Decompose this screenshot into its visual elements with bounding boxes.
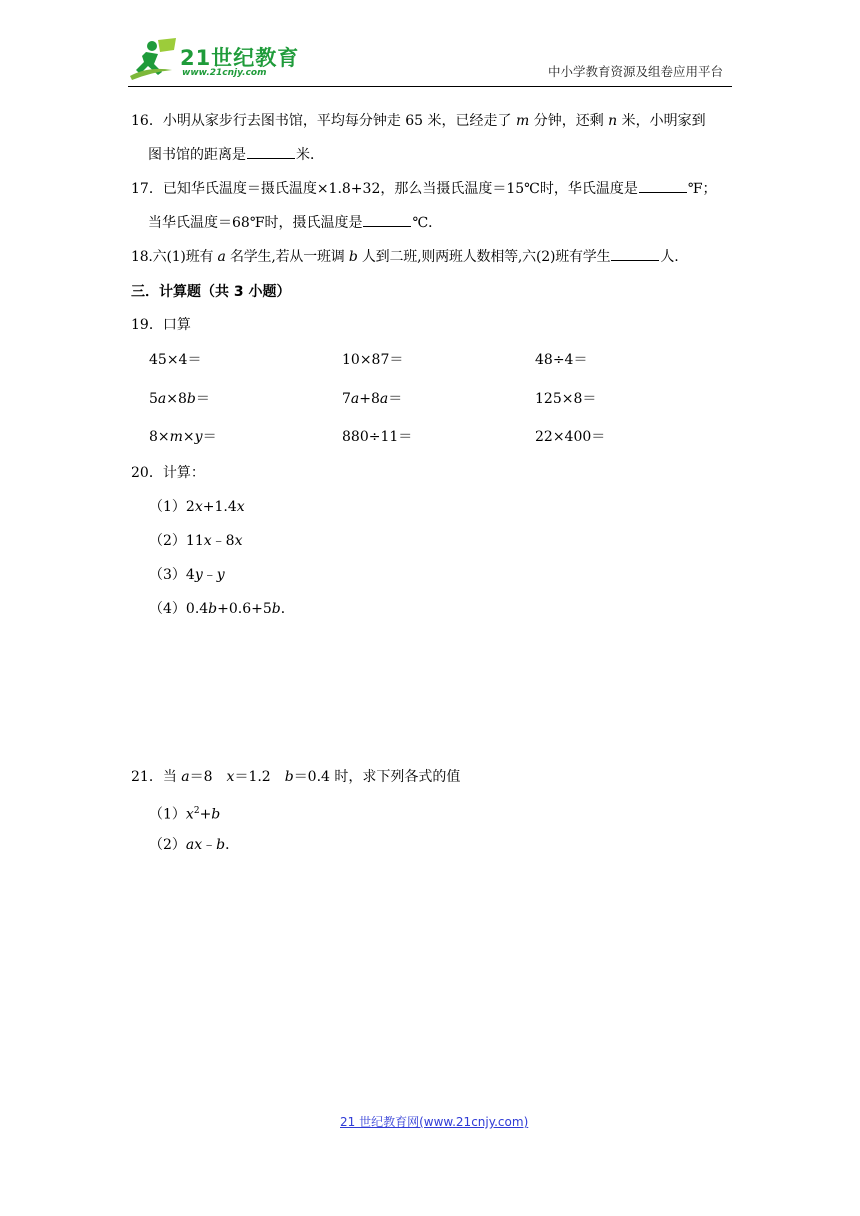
oral-calc-item: 5a×8b＝ <box>149 391 210 407</box>
calc-item: （3）4y﹣y <box>149 567 225 583</box>
oral-calc-item: 48÷4＝ <box>535 352 588 368</box>
answer-blank[interactable] <box>247 144 295 159</box>
question-16-line-2: 图书馆的距离是 米． <box>148 144 324 165</box>
calc-item: （1）2x+1.4x <box>149 499 245 515</box>
logo <box>128 36 298 82</box>
question-18: 18.六(1)班有 a 名学生,若从一班调 b 人到二班,则两班人数相等,六(2)班有学生 人. <box>131 246 678 267</box>
evaluate-item: （2）ax﹣b． <box>149 837 240 853</box>
platform-name: 中小学教育资源及组卷应用平台 <box>548 64 724 79</box>
oral-calc-item: 880÷11＝ <box>342 429 413 445</box>
evaluate-item: $(1)x^2+b$ <box>149 806 221 823</box>
question-21-title: 21．当 a＝8 x＝1.2 b＝0.4 时，求下列各式的值 <box>131 769 461 785</box>
question-17-line-1: 17．已知华氏温度＝摄氏温度×1.8+32，那么当摄氏温度＝15℃时，华氏温度是 ℉； <box>131 178 717 199</box>
answer-blank[interactable] <box>611 246 659 261</box>
oral-calc-item: 125×8＝ <box>535 391 597 407</box>
oral-calc-item: 22×400＝ <box>535 429 606 445</box>
question-16-line-1: 16．小明从家步行去图书馆，平均每分钟走 65 米，已经走了 m 分钟，还剩 n 米，小明家到 <box>131 113 706 129</box>
question-17-line-2: 当华氏温度＝68℉时，摄氏温度是 ℃． <box>148 212 442 233</box>
logo-url: www.21cnjy.com <box>182 68 267 78</box>
calc-item: （4）0.4b+0.6+5b． <box>149 601 295 617</box>
answer-blank[interactable] <box>363 212 411 227</box>
oral-calc-item: 8×m×y＝ <box>149 429 217 445</box>
oral-calc-item: 7a+8a＝ <box>342 391 403 407</box>
oral-calc-item: 45×4＝ <box>149 352 202 368</box>
question-20-title: 20．计算： <box>131 465 205 481</box>
logo-wordmark: 21世纪教育 <box>180 46 300 70</box>
footer-link[interactable]: 21 世纪教育网(www.21cnjy.com) <box>340 1115 529 1129</box>
section-title: 三．计算题（共 3 小题） <box>131 284 291 300</box>
oral-calc-item: 10×87＝ <box>342 352 404 368</box>
calc-item: （2）11x﹣8x <box>149 533 243 549</box>
question-19-title: 19．口算 <box>131 317 191 333</box>
runner-logo-icon <box>128 36 184 82</box>
header-rule <box>128 86 732 87</box>
answer-blank[interactable] <box>639 178 687 193</box>
